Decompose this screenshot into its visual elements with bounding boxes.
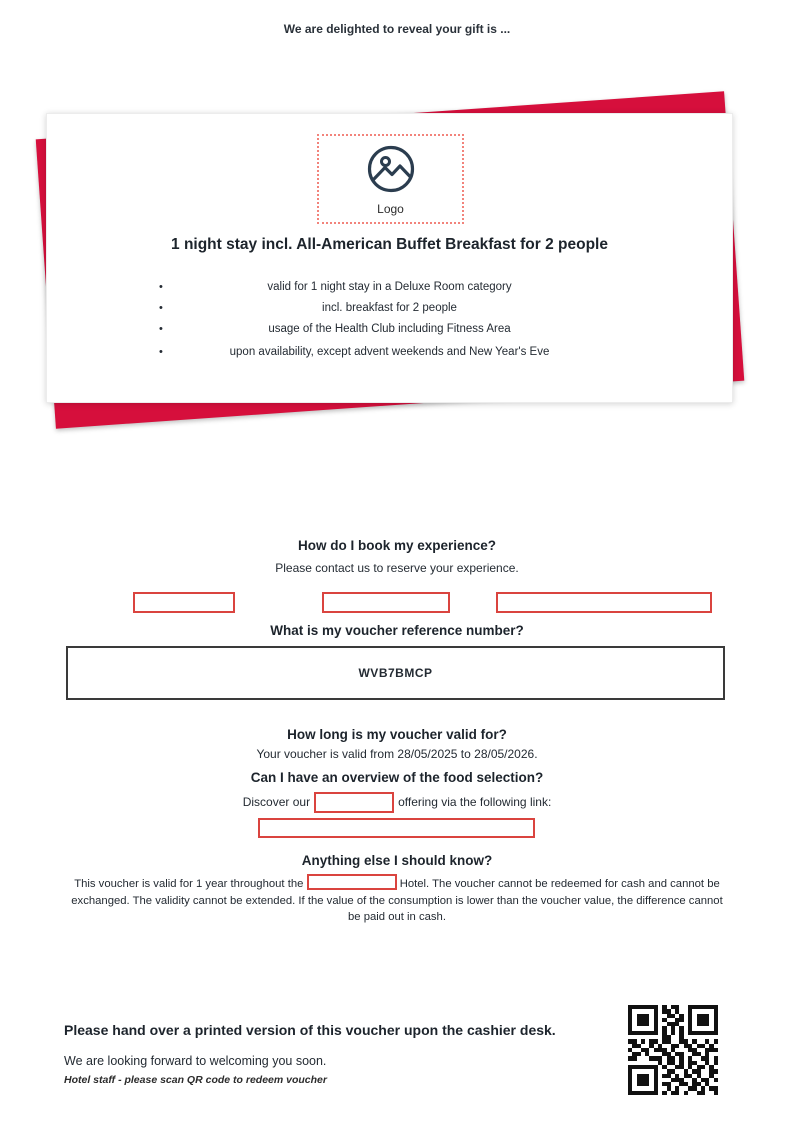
legal-text-part2: Hotel. The voucher cannot be redeemed for cash and cannot be exchanged. The validity cannot be extended. If the value of the consumption is lower than the voucher value, the difference cannot be paid out in cash.	[71, 878, 723, 923]
voucher-reference-code: WVB7BMCP	[358, 666, 433, 680]
food-answer-suffix: offering via the following link:	[398, 795, 552, 809]
reference-number-box	[66, 646, 725, 700]
benefit-item: • incl. breakfast for 2 people	[47, 298, 732, 319]
intro-text: We are delighted to reveal your gift is ...	[283, 22, 511, 36]
contact-redactions-row	[0, 592, 794, 614]
voucher-title: 1 night stay incl. All-American Buffet Breakfast for 2 people	[171, 236, 608, 253]
food-answer-prefix: Discover our	[242, 795, 311, 809]
redacted-phone-field	[133, 592, 235, 613]
question-validity: How long is my voucher valid for?	[287, 727, 507, 742]
question-food: Can I have an overview of the food selection?	[250, 770, 544, 785]
handover-instruction: Please hand over a printed version of this voucher upon the cashier desk.	[64, 1022, 556, 1038]
logo-label: Logo	[377, 202, 404, 216]
answer-booking: Please contact us to reserve your experience.	[275, 561, 519, 575]
image-icon	[365, 143, 417, 200]
answer-food	[0, 791, 794, 813]
qr-code	[628, 1005, 718, 1095]
redacted-food-name	[314, 792, 394, 813]
voucher-benefits-list	[47, 277, 732, 364]
redacted-address-field	[496, 592, 712, 613]
question-reference: What is my voucher reference number?	[270, 623, 524, 638]
legal-text-part1: This voucher is valid for 1 year throughout the	[74, 878, 304, 890]
voucher-card	[46, 113, 733, 403]
welcome-message: We are looking forward to welcoming you soon.	[64, 1054, 327, 1068]
redacted-email-field	[322, 592, 450, 613]
redacted-hotel-name	[307, 874, 397, 890]
question-other: Anything else I should know?	[301, 853, 493, 868]
question-booking: How do I book my experience?	[297, 538, 497, 553]
benefit-item: • valid for 1 night stay in a Deluxe Room category	[47, 277, 732, 298]
legal-paragraph	[64, 874, 730, 926]
staff-note: Hotel staff - please scan QR code to redeem voucher	[64, 1074, 327, 1086]
logo-placeholder	[317, 134, 464, 224]
benefit-item: • usage of the Health Club including Fitness Area	[47, 319, 732, 340]
answer-validity: Your voucher is valid from 28/05/2025 to 28/05/2026.	[256, 747, 538, 761]
benefit-item: • upon availability, except advent weekends and New Year's Eve	[47, 340, 732, 364]
redacted-link-box[interactable]	[258, 818, 535, 838]
